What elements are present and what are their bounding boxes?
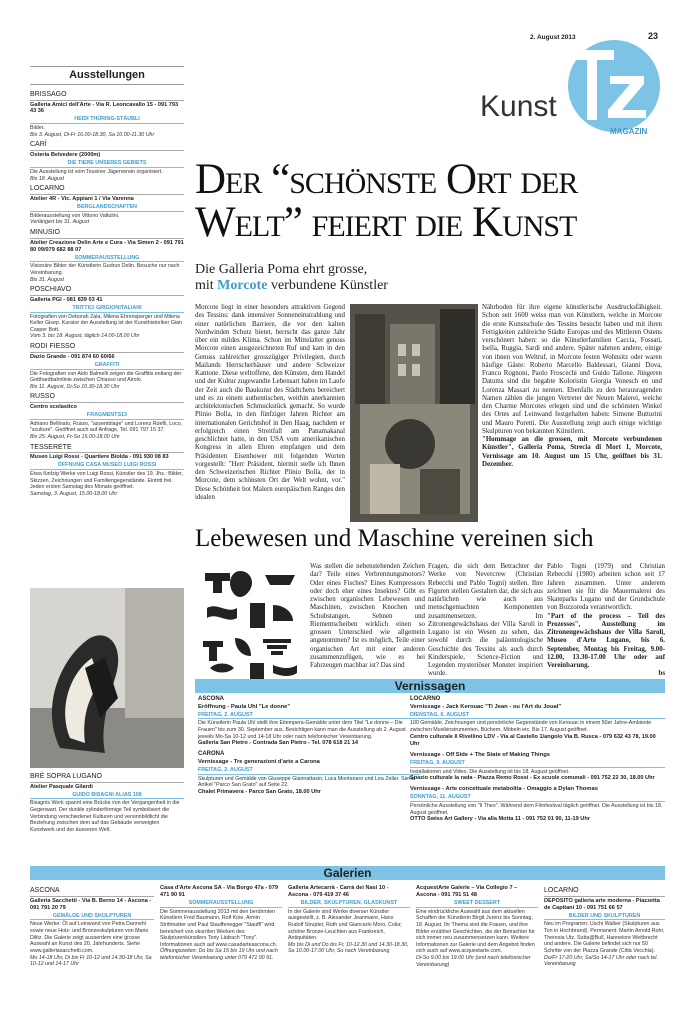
galerie-venue: Galleria Sacchetti - Via B. Berno 14 - Ascona - 091 791 20 79: [30, 897, 152, 911]
exhibition-title: ÖFFNUNG CASA MUSEO LUIGI ROSSI: [30, 462, 184, 470]
vernissagen-left: [198, 696, 420, 800]
galerie-desc: Eine eindrückliche Auswahl aus dem aktuellen Schaffen der Künstlerin Birgit Jurenz bis Sonntag, 18. August. Ihr Thema sind die Frauen, und ihre Bilder erzählen Geschichten, die der Betrachter für sich immer neu zusammensetzen kann. Weitere Informationen zur Galerie und dem Angebot finden sich auch auf www.acquestarte.com.: [416, 908, 535, 955]
exhibition-date: Vom 3. bis 18. August, täglich 14.00-18.00 Uhr: [30, 333, 140, 340]
city-label: ASCONA: [30, 884, 154, 897]
galerie-date: Mo 14-18 Uhr, Di bis Fr 10-12 und 14.30-18 Uhr, Sa 10-12 und 14-17 Uhr: [30, 954, 152, 968]
galerie-venue: Casa d'Arte Ascona SA - Via Borgo 47a - 079 471 90 91: [160, 885, 279, 898]
exhibition-entry: [30, 88, 184, 139]
exhibition-entry: [30, 226, 184, 283]
galerie-venue: AcquestArte Galerie – Via Collegio 7 – Ascona - 091 791 51 48: [416, 885, 518, 898]
vernissage-desc: 100 Gemälde, Zeichnungen und persönliche Gegenstände von Kerouac in einem 50er Jahre-Ambiente zwischen Musikinstrumenten, Büchern, Möbeln etc. Bis 17. August geöffnet.: [410, 720, 652, 734]
galerie-title: SOMMERAUSSTELLUNG: [160, 900, 282, 908]
exhibitions-title: Ausstellungen: [30, 66, 184, 85]
vernissage-city: LOCARNO: [410, 696, 441, 702]
galerie-desc: Die Sommerausstellung 2013 mit den berühmten Künstlern Fred Baumann, Rolf Knie, Armin Strittmatter und Paul Stauffenegger "Stauffi" wird bereichert von skurrilen Werken des Skulpturenkünstlers Tony Lädrach "Tony". Informationen auch auf www.casadarteascona.ch.: [160, 908, 278, 948]
galerie-entry: [30, 884, 154, 968]
exhibition-desc: Bisagnis Werk spannt eine Brücke von der Vergangenheit in die Gegenwart. Der dunkle zylinderförmige Teil symbolisiert die Verbindung verschiedener Kulturen und versinnbildlicht die Beziehung zwischen dem auf das Gebäude verweigten Kunstwerk und der äusseren Welt.: [30, 800, 180, 833]
galerie-desc: In der Galerie sind Werke diverser Künstler ausgestellt, z. B. Alexander Jeanmaire, Hans Rudolf Strupler, Ruth und Giancarlo Moro, Colia; schöne Bronze-Leuchten aus Frankreich, Antiquitäten.: [288, 908, 402, 942]
exhibition-title: TRITTICI GRIGIONITALIANI: [30, 305, 184, 313]
exhibition-date: Bis 18. August: [30, 175, 64, 182]
exhibition-title: DIE TIERE UNSERES GEBIETS: [30, 160, 184, 168]
galerie-venue: DEPOSITO galleria arte moderna - Piazzetta de Capitani 10 - 091 751 66 57: [544, 897, 660, 911]
galerie-date: Do/Fr 17-20 Uhr, Sa/So 14-17 Uhr oder nach tel. Vereinbarung: [544, 954, 658, 968]
sculpture-photo: [30, 588, 184, 768]
galerie-entry: [160, 884, 282, 962]
exhibition-desc: Adriano Bellinato, Russo, "assemblage" und Lorenz Rüefli, Loco, "sculture". Geöffnet auch auf Anfrage, Tel. 091 797 15 37.: [30, 420, 183, 434]
galerie-title: BILDER, SKULPTUREN, GLASKUNST: [288, 900, 410, 908]
exhibitions-sidebar: [30, 66, 184, 498]
exhibition-date: Samstag, 3. August, 15.00-18.00 Uhr: [30, 491, 118, 497]
article2-column-1: Was stellen die nebenstehenden Zeichen dar? Teile eines Verbrennungsmotors? Oder eines Fisches? Eines Kompressors oder doch eher eines Insektes? Gibt es zwischen organischen Lebewesen und Maschinen, zwischen Knochen und Schubstangen, Sehnen und Riementscheiben wirklich einen so grossen Unterschied wie allgemein angenommen? Ist es möglich, Teile einer organischen Art mit einer anderen zusammenzufügen, wie es bei Fahrzeugen machbar ist? Das sind: [310, 563, 425, 669]
subhead-highlight: Morcote: [217, 278, 268, 293]
article-column-2: [482, 304, 662, 469]
city-label: RUSSO: [30, 390, 184, 403]
painting-image: [350, 304, 478, 522]
subhead-end: verbundene Künstler: [267, 278, 388, 293]
exhibition-entry: [30, 138, 184, 182]
city-label: LOCARNO: [30, 182, 184, 195]
vernissage-entry: [410, 696, 665, 748]
exhibition-date: Bis 31. August: [30, 276, 64, 283]
vernissage-title: Vernissage - Jack Kerouac "Ti Jean - ou l'Art du Joual": [410, 703, 562, 710]
vernissage-entry: [410, 752, 665, 783]
exhibition-desc: Fotografien von Deborah Zala, Milena Ehrensperger und Milena Keller Gisep. Kurator der Ausstellung ist der Kunsthistoriker Gian Casper Bott.: [30, 313, 182, 333]
sculpture-photo-image: [30, 588, 184, 768]
galerie-desc: Neue Werke: Öl auf Leinwand von Petra Dannehl sowie neue Holz- und Bronzeskulpturen von Mario Dilitz. Die Galerie zeigt ausserdem eine grosse Auswahl an Kunst des 20. Jahrhunderts. Siehe www.galleriasacchetti.com.: [30, 921, 149, 954]
city-label: TESSERETE: [30, 441, 184, 454]
vernissage-venue: Spazio culturale la rada - Piazza Remo Rossi - Ex scuole comunali - 091 752 22 30, 18.00 Uhr: [410, 775, 655, 782]
city-label: BRISSAGO: [30, 88, 184, 101]
section-title: Kunst: [480, 90, 557, 123]
galerie-title: BILDER UND SKULPTUREN: [544, 913, 665, 921]
venue-label: Centro scolastico: [30, 404, 77, 411]
exhibition-desc: Die Ausstellung ist vom Tessiner Jägerverein organisiert.: [30, 168, 163, 175]
vernissage-title: Vernissage - Arte concettuale metabolita - Omaggio a Dylan Thomas: [410, 786, 598, 793]
exhibition-entry: [30, 182, 184, 226]
vernissage-entry: [410, 786, 665, 823]
page-number: 23: [648, 31, 659, 41]
venue-label: Atelier Pasquale Gilardi: [30, 783, 93, 790]
subhead-mid: mit: [195, 278, 218, 293]
galerie-entry: [416, 884, 538, 968]
vernissage-title: Eröffnung - Paula Uhl "Le donne": [198, 703, 291, 710]
city-label: LOCARNO: [544, 884, 665, 897]
issue-date: 2. August 2013: [530, 34, 576, 41]
galerie-entry: [544, 884, 665, 968]
subhead-line1: Die Galleria Poma ehrt grosse,: [195, 262, 368, 277]
article2-headline: Lebewesen und Maschine vereinen sich: [195, 525, 594, 552]
article-column-1: Morcote liegt in einer besonders attraktiven Gegend des Tessins: dank intensiver Sonneneinstrahlung und einer natürlichen Barriere, die vor den kalten Nordwinden Schutz bietet, herrscht das ganze Jahr über ein mildes Klima. Schon im Mittelalter genoss Morcote einen ausgezeichneten Ruf und kam in den Genuss zahlreicher grosszügiger Privilegien, durch Mailands Herrscherhäuser und andere Schweizer Kantone. Diese weltoffene, den Künsten, dem Handel und der Kultur zugewandte Lebensart haben im Laufe der Zeit auch die Baukunst des Städtchens bereichert und es zu einem authentischen, weithin anerkannten architektonischen Schmuckstück gemacht. So wurde Plinio Bolla, in den fünfziger Jahren Richter am internationalen Gerichtshof in Den Haag, nachdem er erfolgreich einen Streitfall am Panamakanal geschlichtet hatte, in den USA vom amerikanischen Kongress in allen Ehren empfangen und dem Präsidenten Eisenhower mit folgenden Worten vorgestellt: "Herr Präsident, hiermit stelle ich Ihnen den Schweizerischen Richter Plinio Bolla, der in Morcote, dem schönsten Ort der Welt wohnt, vor." Diese Schönheit bot Malern europäischen Ranges den idealen: [195, 304, 345, 501]
exhibition-desc: Etwa fünfzig Werke von Luigi Rossi, Künstler des 19. Jhs.: Bilder, Skizzen, Zeichnungen und Familiengegenstände. Eintritt frei. Jeden ersten Samstag des Monats geöffnet.: [30, 471, 183, 491]
galerie-title: SWEET DESSERT: [416, 900, 538, 908]
vernissage-date: FREITAG, 9. AUGUST: [410, 760, 665, 768]
exhibition-date: Bis 3. August, Di-Fr 16.00-18.30, Sa 10.00-11.30 Uhr: [30, 131, 155, 138]
exhibition-entry: [30, 283, 184, 340]
drawings-image: [195, 563, 305, 685]
venue-label: Atelier 4R - Vic. Appiani 1 / Via Varenna: [30, 195, 134, 202]
venue-label: Museo Luigi Rossi - Quartiere Biolda - 091 930 08 83: [30, 454, 169, 461]
venue-label: Galleria PGI - 081 839 03 41: [30, 296, 103, 303]
city-label: CARÍ: [30, 138, 184, 151]
vernissage-venue: OTTO Swiss Art Gallery - Via alla Motta 11 - 091 752 01 90, 11-19 Uhr: [410, 816, 590, 823]
vernissage-entry: [198, 751, 420, 796]
exhibition-entry: [30, 441, 184, 498]
exhibition-title: GRAFFITI: [30, 362, 184, 370]
exhibition-list: [30, 88, 184, 498]
galerien-title: Galerien: [323, 866, 372, 880]
city-label: BRÈ SOPRA LUGANO: [30, 770, 184, 783]
exhibition-title: GUIDO BISAGNI ALIAS 108: [30, 792, 184, 800]
exhibition-desc: Bilderausstellung von Vittorio Valtulini.: [30, 212, 120, 219]
vernissage-city: CARONA: [198, 751, 225, 758]
exhibition-desc: Bilder.: [30, 125, 45, 132]
vernissage-desc: Persönliche Ausstellung von "Il Theo". Während dem Filmfestival täglich geöffnet. Die Ausstellung ist bis 18. August geöffnet.: [410, 803, 663, 816]
galerie-date: Öffnungszeiten: Do bis Sa 15 bis 19 Uhr und nach telefonischer Vereinbarung unter 079 471 90 91.: [160, 948, 278, 961]
galerie-date: Mo bis Di und Do bis Fr, 10-12.30 und 14.30-18.30, Sa 10.00-17.00 Uhr, So nach Vereinbarung: [288, 941, 409, 955]
article2-column-2: Fragen, die sich dem Betrachter der Werke von Nevercrew (Christian Rebecchi und Pablo Togni) stellen. Ihre Figuren stellen Gestalten dar, die sich aus natürlichen wie auch aus menschgemachten Komponenten zusammensetzen. Im Zitronengewächshaus der Villa Saroli in Lugano ist ein Wesen zu sehen, das sowohl durch die paläontologische Geschichte des Tessins als auch durch Kinderspiele, Science-Fiction und Legenden mysteriöser Monster inspiriert wurde.: [428, 563, 543, 678]
vernissage-date: DIENSTAG, 6. AUGUST: [410, 712, 665, 720]
article2-column-3-text: Pablo Togni (1979) und Christian Rebecchi (1980) arbeiten schon seit 17 Jahren zusammen. Unter anderem zeichnen sie für die Mauermalerei des Skateparks Lugano und der Grundschule von Bozzoreda verantwortlich.: [547, 563, 665, 612]
venue-label: Dazio Grande - 091 874 60 60/66: [30, 353, 115, 360]
city-label: MINUSIO: [30, 226, 184, 239]
magazine-label: MAGAZIN: [610, 127, 648, 136]
exhibition-date: Bis 25. August, Fr-So 15.00-18.00 Uhr: [30, 434, 120, 441]
vernissage-entry: [198, 696, 420, 747]
vernissage-date: FREITAG, 2. AUGUST: [198, 767, 420, 775]
galerie-desc: Neu im Programm: Uschi Walker (Skulpturen aus Ton in Hochbrand). Permanent: Martin Arnold Rohr, Theresia Utz, Sutta@Bull, Hannelore Weitbrecht und andere. Die Galerie befindet sich nur 50 Schritte von der Piazza Grande (Città Vecchia).: [544, 921, 665, 954]
galerie-date: Di-So 9.00 bis 19.00 Uhr (und nach telefonischer Vereinbarung): [416, 954, 531, 968]
venue-label: Osteria Belvedere (2000m): [30, 152, 101, 159]
vernissage-desc: Die Künstlerin Paula Uhl stellt ihre Eitempera-Gemälde unter dem Titel "Le donne – Die Frauen" bis zum 30. September aus. Besichtigen kann man die Ausstellung ab 2. August jeweils Mo-Sa 10-12 und 14-18 Uhr oder nach telefonischer Vereinbarung.: [198, 720, 406, 740]
exhibition-date: Bis 11. August, Di-So 10.30-18.30 Uhr: [30, 383, 120, 390]
exhibition-title: SOMMERAUSSTELLUNG: [30, 255, 184, 263]
vernissage-city: ASCONA: [198, 696, 225, 702]
exhibition-title: BERGLANDSCHAFTEN: [30, 204, 184, 212]
galerie-title: GEMÄLDE UND SKULPTUREN: [30, 913, 154, 921]
exhibition-entry: [30, 340, 184, 390]
article-headline: Der “schönste Ort der Welt” feiert die Kunst: [195, 156, 578, 246]
vernissagen-right: [410, 696, 665, 827]
galerie-entry: [288, 884, 410, 955]
article2-info: "Part of the process – Teil des Prozesses", Ausstellung im Zitronengewächshaus der Villa Saroli, Museo d'Arte Lugano, bis 6. September, Montag bis Freitag, 9.00-12.00, 13.30-17.00 Uhr oder auf Vereinbarung.: [547, 612, 665, 669]
vernissage-title: Vernissage - Tre generazioni d'arte a Carona: [198, 758, 320, 765]
venue-label: Atelier Creazione Delin Arte e Cura - Via Simen 2 - 091 791 80 09/079 682 88 07: [30, 239, 184, 253]
column-2-text: Nährboden für ihre eigene künstlerische Ausdrucksfähigkeit. Schon seit 1600 weiss man von Künstlern, welche in Morcote die erste Kunstschule des Tessins besucht haben und mit ihren Fertigkeiten zahlreiche Städte Europas und des Mittleren Ostens verschönert haben: so die Künstlerfamilien Caccia, Fossati, Isella, Ruggia, Sardi und andere. Später nahmen andere, einige von ihnen von Weltruf, in Morcote festen Wohnsitz oder waren häufige Gäste: Roberto Marcello Baldessari, Gianni Dova, Franco Rognoni, Paolo Froscechi und Guido Tallone. Jüngeren Datums sind die begabte Koloristin Giorgia Vonesch en und Lorenza Massari zu nennen. Ebenfalls zu den herausragenden Namen zählen die jungen Vertreter der Neuen Malerei, welche den Charme Morcotes erlegen sind und die schönsten Winkel des Ortes auf Leinwand festgehalten haben: Simone Butturini und Mauro Poretti. Die Ausstellung zeigt auch einige wichtige Skulpturen von bekannten Künstlern.: [482, 304, 662, 435]
sidebar-bottom-entry: [30, 770, 184, 834]
vernissage-venue: Galleria San Pietro - Contrada San Pietro - Tel. 078 618 21 14: [198, 740, 359, 747]
author-signature: bs: [658, 670, 665, 678]
vernissage-title: Vernissage - Off Side + The State of Making Things: [410, 751, 550, 758]
tz-logo-icon: [562, 38, 662, 138]
article2-column-3: [547, 563, 665, 679]
vernissage-venue: Chalet Primavera - Parco San Grato, 18.00 Uhr: [198, 789, 321, 795]
vernissage-date: FREITAG, 2. AUGUST: [198, 712, 420, 720]
exhibition-desc: Die Fotografien von Aldo Balmelli zeigen die Graffitis entlang der Gotthardbahnlinie zwischen Chiasso und Airolo.: [30, 370, 182, 384]
vernissagen-title: Vernissagen: [394, 679, 466, 693]
exhibition-desc: Visionäre Bilder der Künstlerin Gudrun Delin. Besuche nur nach Vereinbarung.: [30, 263, 180, 276]
venue-label: Galleria Amici dell'Arte - Via R. Leoncavallo 15 - 091 793 43 36: [30, 101, 179, 115]
vernissage-date: SONNTAG, 11. AUGUST: [410, 794, 665, 802]
galerie-venue: Galleria Artecarrà - Carrà dei Nasi 10 - Ascona - 079 419 37 46: [288, 885, 389, 898]
nevercrew-drawings: [195, 563, 305, 685]
morcote-painting: [350, 304, 478, 522]
vernissage-desc: Skulpturen und Gemälde von Giuseppe Giannattasio; Luca Montanaro und Lea Zeller. Siehe Artikel "Parco San Grato" auf Seite 22.: [198, 775, 415, 789]
exhibition-date: Verlängert bis 31. August: [30, 219, 90, 226]
vernissage-venue: Centro culturale Il Rivellino LDV - Via al Castello 1/angolo Via B. Rusca - 079 632 43 78, 19.00 Uhr: [410, 733, 656, 747]
city-label: POSCHIAVO: [30, 283, 184, 296]
city-label: RODI FIESSO: [30, 340, 184, 353]
vernissage-desc: Installationen und Video. Die Ausstellung ist bis 18. August geöffnet.: [410, 768, 570, 775]
exhibition-entry: [30, 390, 184, 440]
column-2-info: "Hommage an die grossen, mit Morcote verbundenen Künstler", Galleria Poma, Strecia di Mort 1, Morcote, Vernissage am 10. August um 15 Uhr, geöffnet bis 31. Dezember.: [482, 436, 662, 468]
article-subhead: [195, 262, 445, 294]
exhibition-title: HEIDI THÜRING-STÄUBLI: [30, 116, 184, 124]
exhibition-title: FRAGMENTS13: [30, 412, 184, 420]
